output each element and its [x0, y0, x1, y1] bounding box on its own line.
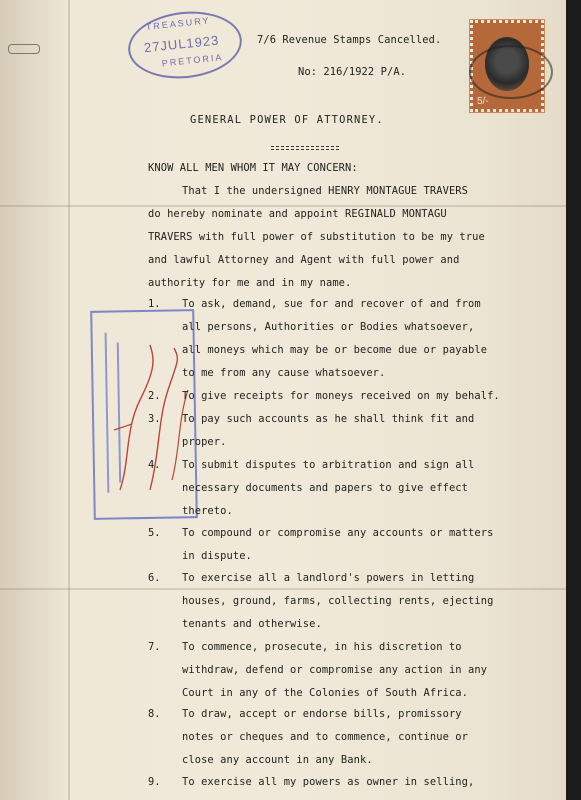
- clause-line: To ask, demand, sue for and recover of and from: [182, 298, 481, 310]
- intro-line: TRAVERS with full power of substitution to be my true: [148, 231, 485, 243]
- clause-number: 9.: [148, 776, 161, 788]
- clause-line: Court in any of the Colonies of South Africa.: [182, 687, 469, 699]
- postmark-top-text: TREASURY: [145, 15, 211, 32]
- fold-line-horizontal: [0, 205, 566, 207]
- stamp-value: 5/-: [477, 96, 489, 107]
- clause-line: houses, ground, farms, collecting rents, ejecting: [182, 595, 494, 607]
- clause-number: 1.: [148, 298, 161, 310]
- title-divider: [271, 146, 339, 147]
- clause-line: To exercise all a landlord's powers in letting: [182, 572, 475, 584]
- intro-line: and lawful Attorney and Agent with full power and: [148, 254, 460, 266]
- clause-number: 3.: [148, 413, 161, 425]
- document-number: No: 216/1922 P/A.: [298, 66, 407, 78]
- clause-line: all persons, Authorities or Bodies whatsoever,: [182, 321, 475, 333]
- clause-number: 5.: [148, 527, 161, 539]
- page-title: GENERAL POWER OF ATTORNEY.: [190, 114, 384, 126]
- opening-line: KNOW ALL MEN WHOM IT MAY CONCERN:: [148, 162, 358, 174]
- clause-line: To draw, accept or endorse bills, promissory: [182, 708, 462, 720]
- clause-line: To exercise all my powers as owner in selling,: [182, 776, 475, 788]
- clause-line: To give receipts for moneys received on my behalf.: [182, 390, 500, 402]
- clause-line: notes or cheques and to commence, continue or: [182, 731, 469, 743]
- clause-line: thereto.: [182, 505, 233, 517]
- clause-line: To commence, prosecute, in his discretion to: [182, 641, 462, 653]
- fold-line-horizontal: [0, 588, 566, 590]
- fold-line-vertical: [68, 0, 70, 800]
- stamp-cancel-mark: [469, 45, 553, 99]
- intro-line: do hereby nominate and appoint REGINALD MONTAGU: [148, 208, 447, 220]
- clause-number: 2.: [148, 390, 161, 402]
- clause-line: tenants and otherwise.: [182, 618, 322, 630]
- clause-line: withdraw, defend or compromise any action in any: [182, 664, 488, 676]
- clause-line: To compound or compromise any accounts or matters: [182, 527, 494, 539]
- postmark-bottom-text: PRETORIA: [161, 52, 224, 69]
- clause-line: in dispute.: [182, 550, 252, 562]
- clause-number: 7.: [148, 641, 161, 653]
- clause-line: all moneys which may be or become due or payable: [182, 344, 488, 356]
- clause-line: necessary documents and papers to give effect: [182, 482, 469, 494]
- clause-number: 8.: [148, 708, 161, 720]
- intro-line: That I the undersigned HENRY MONTAGUE TRAVERS: [182, 185, 469, 197]
- treasury-postmark: [125, 6, 245, 84]
- clause-line: To pay such accounts as he shall think fit and: [182, 413, 475, 425]
- postmark-date: 27JUL1923: [143, 32, 220, 56]
- clause-line: to me from any cause whatsoever.: [182, 367, 386, 379]
- clause-number: 4.: [148, 459, 161, 471]
- clause-line: proper.: [182, 436, 227, 448]
- clause-line: To submit disputes to arbitration and sign all: [182, 459, 475, 471]
- paper-clip-mark: [8, 44, 40, 54]
- revenue-stamp: [470, 20, 544, 112]
- clause-line: close any account in any Bank.: [182, 754, 373, 766]
- page-shading: [0, 0, 70, 800]
- intro-line: authority for me and in my name.: [148, 277, 352, 289]
- stamps-cancelled-line: 7/6 Revenue Stamps Cancelled.: [257, 34, 442, 46]
- clause-number: 6.: [148, 572, 161, 584]
- title-divider: [271, 149, 339, 150]
